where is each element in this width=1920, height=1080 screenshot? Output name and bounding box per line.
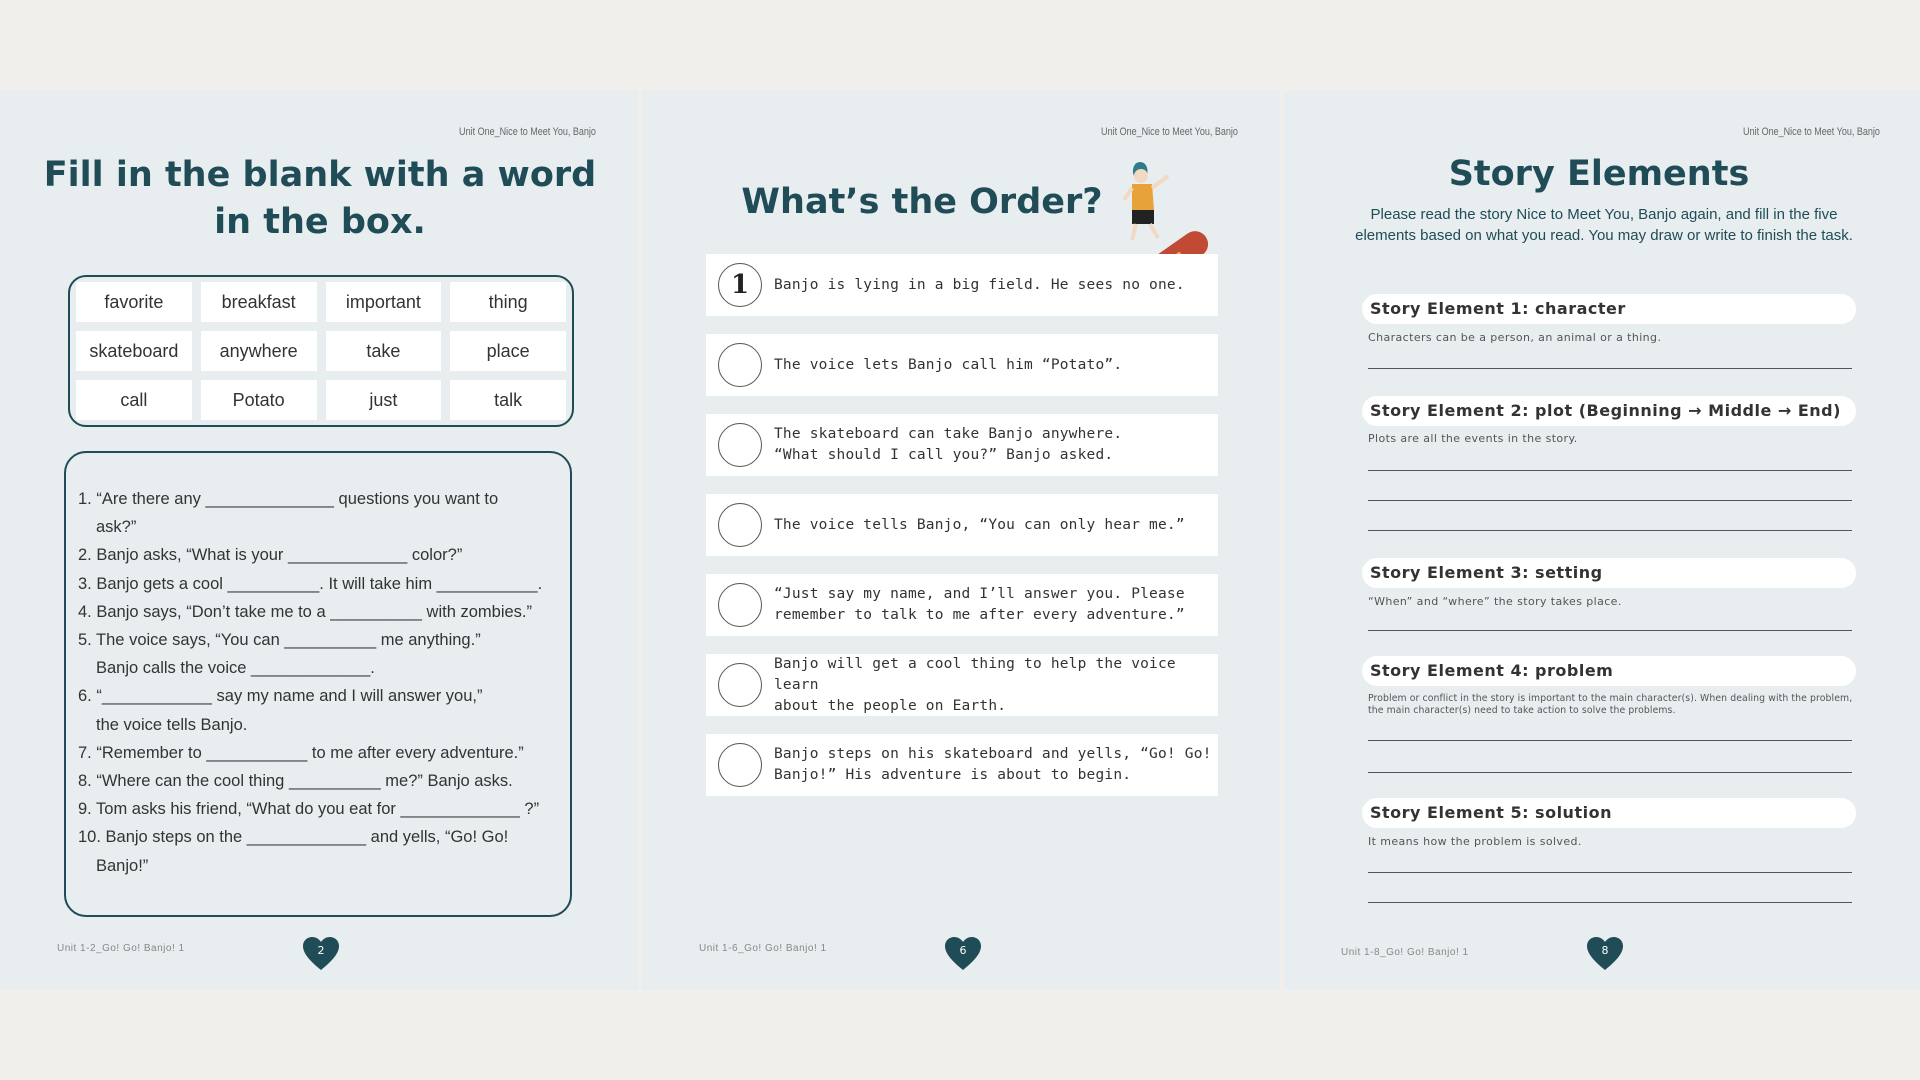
instructions: Please read the story Nice to Meet You, Banjo again, and fill in the five elements based on what you read. You may draw or write to finish the task. [1355,206,1853,244]
page-number-heart [944,936,982,972]
order-number-circle[interactable] [718,343,762,387]
order-item [706,654,1218,716]
order-item-text: Banjo is lying in a big field. He sees no one. [774,276,1185,293]
worksheet-page-order [642,90,1280,990]
question-item [78,767,560,795]
question-text: 1. “Are there any ______________ questions you want to [78,490,499,508]
unit-tag: Unit One_Nice to Meet You, Banjo [459,126,596,138]
story-element-description: Problem or conflict in the story is important to the main character(s). When dealing with the problem, the main character(s) need to take action to solve the problems. [1368,693,1853,716]
story-element-description: “When” and “where” the story takes place. [1368,595,1622,608]
question-item [78,570,560,598]
order-item [706,494,1218,556]
story-element-heading: Story Element 2: plot (Beginning → Middle → End) [1362,396,1856,426]
page-footer: Unit 1-8_Go! Go! Banjo! 1 [1341,947,1469,958]
order-item-text: The skateboard can take Banjo anywhere. “What should I call you?” Banjo asked. [774,426,1123,463]
question-item [78,626,560,682]
story-element-heading: Story Element 4: problem [1362,656,1856,686]
order-item-text: Banjo will get a cool thing to help the voice learn about the people on Earth. [774,655,1176,714]
question-text: 10. Banjo steps on the _____________ and yells, “Go! Go! [78,828,509,847]
question-text: 5. The voice says, “You can __________ me anything.” [78,631,481,650]
order-item-text: The voice lets Banjo call him “Potato”. [774,356,1123,373]
order-number-circle[interactable] [718,583,762,627]
word-bank-item: talk [450,380,566,420]
unit-tag: Unit One_Nice to Meet You, Banjo [1743,126,1880,138]
question-text-cont: the voice tells Banjo. [96,715,248,734]
page-number: 2 [317,944,325,957]
word-bank-item: Potato [201,380,317,420]
question-text: 2. Banjo asks, “What is your _____________ color?” [78,546,463,565]
word-bank [68,275,574,427]
story-element-description: Plots are all the events in the story. [1368,432,1578,445]
worksheet-page-story-elements [1284,90,1920,990]
word-bank-item: anywhere [201,331,317,371]
question-text: 4. Banjo says, “Don’t take me to a __________ with zombies.” [78,602,532,621]
word-bank-item: place [450,331,566,371]
order-item [706,254,1218,316]
answer-line[interactable] [1368,500,1852,501]
word-bank-item: just [326,380,442,420]
order-item [706,734,1218,796]
answer-line[interactable] [1368,470,1852,471]
page-footer: Unit 1-6_Go! Go! Banjo! 1 [699,943,827,954]
question-text-cont: Banjo!” [96,856,149,875]
worksheet-page-fill-in-blank [0,90,638,990]
page-title: Fill in the blank with a word in the box. [43,155,597,242]
answer-line[interactable] [1368,368,1852,369]
page-number-heart [302,936,340,972]
word-bank-item: thing [450,282,566,322]
questions-box [64,451,572,917]
question-item [78,795,560,823]
story-element-heading: Story Element 1: character [1362,294,1856,324]
question-text-cont: ask?” [96,518,137,537]
order-item-text: “Just say my name, and I’ll answer you. Please remember to talk to me after every adventure.” [774,586,1185,623]
answer-line[interactable] [1368,772,1852,773]
order-item [706,574,1218,636]
order-item-text: The voice tells Banjo, “You can only hear me.” [774,516,1185,533]
question-text: 9. Tom asks his friend, “What do you eat for _____________ ?” [78,800,540,819]
page-title: Story Elements [1448,154,1750,194]
answer-line[interactable] [1368,740,1852,741]
word-bank-item: breakfast [201,282,317,322]
answer-line[interactable] [1368,530,1852,531]
answer-line[interactable] [1368,872,1852,873]
story-element-description: Characters can be a person, an animal or a thing. [1368,331,1662,344]
order-item [706,334,1218,396]
page-title: What’s the Order? [741,182,1103,222]
word-bank-item: favorite [76,282,192,322]
question-text: 8. “Where can the cool thing __________ me?” Banjo asks. [78,772,513,791]
question-text-cont: Banjo calls the voice _____________. [96,659,375,678]
order-number-circle[interactable]: 1 [718,263,762,307]
order-number-circle[interactable] [718,503,762,547]
question-item [78,598,560,626]
page-number-heart [1586,936,1624,972]
question-item [78,682,560,738]
order-number-circle[interactable] [718,743,762,787]
story-element-description: It means how the problem is solved. [1368,835,1582,848]
story-element-heading: Story Element 3: setting [1362,558,1856,588]
answer-line[interactable] [1368,630,1852,631]
order-number-circle[interactable] [718,663,762,707]
word-bank-item: important [326,282,442,322]
word-bank-item: skateboard [76,331,192,371]
answer-line[interactable] [1368,902,1852,903]
question-text: 7. “Remember to ___________ to me after every adventure.” [78,743,524,762]
order-number-circle[interactable] [718,423,762,467]
question-text: 6. “____________ say my name and I will answer you,” [78,687,483,706]
word-bank-item: take [326,331,442,371]
story-element-heading: Story Element 5: solution [1362,798,1856,828]
page-number: 8 [1601,944,1609,957]
question-item [78,823,560,879]
question-item [78,541,560,569]
page-footer: Unit 1-2_Go! Go! Banjo! 1 [57,943,185,954]
unit-tag: Unit One_Nice to Meet You, Banjo [1101,126,1238,138]
page-number: 6 [959,944,967,957]
order-item-text: Banjo steps on his skateboard and yells, “Go! Go! Banjo!” His adventure is about to begin. [774,746,1212,783]
order-item [706,414,1218,476]
question-item [78,739,560,767]
question-text: 3. Banjo gets a cool __________. It will take him ___________. [78,574,543,593]
question-item [78,485,560,541]
word-bank-item: call [76,380,192,420]
